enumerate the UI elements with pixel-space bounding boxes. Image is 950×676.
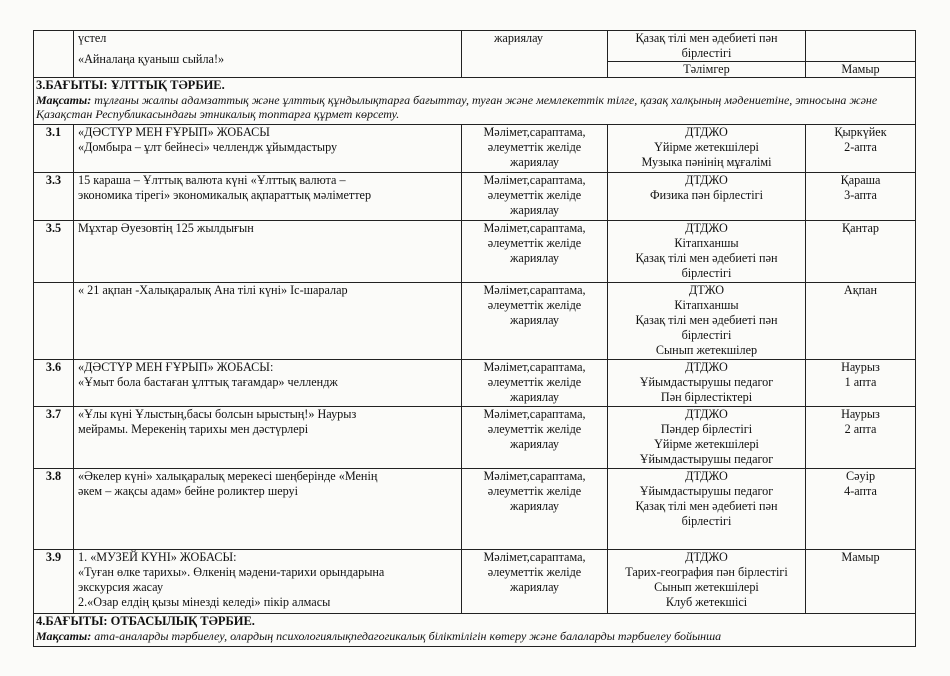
date-line: Наурыз <box>841 407 880 421</box>
table-row <box>34 407 916 469</box>
section-header-row <box>34 614 916 647</box>
form-line: әлеуметтік желіде <box>487 422 582 436</box>
form-line: Мәлімет,сараптама, <box>483 360 586 374</box>
form-line: жариялау <box>509 155 560 169</box>
row-number <box>34 125 74 173</box>
row-number-text: 3.5 <box>45 221 62 235</box>
activity-cell <box>74 31 462 78</box>
table-row <box>34 550 916 614</box>
activity-cell <box>74 469 462 550</box>
goal-text: тұлғаны жалпы адамзаттық және ұлттық құндылықтарға бағыттау, туған және мемлекеттік тілге, қазақ халқының мәдениетіне, этносына және Қазақстан Республикасындағы этникалық топтарға құрмет көрсету. <box>36 93 878 121</box>
row-number <box>34 221 74 283</box>
responsible-line: ДТДЖО <box>685 125 728 139</box>
responsible-line: ДТДЖО <box>685 173 728 187</box>
row-number <box>34 283 74 360</box>
date-line: Қыркүйек <box>834 125 887 139</box>
activity-cell <box>74 407 462 469</box>
form-line: жариялау <box>509 437 560 451</box>
form-line: жариялау <box>509 203 560 217</box>
plan-table <box>33 30 916 647</box>
form-line: әлеуметтік желіде <box>487 484 582 498</box>
responsible-line: Ұйымдастырушы педагог <box>639 452 774 466</box>
row-number-text: 3.9 <box>45 550 62 564</box>
date-cell <box>806 31 916 62</box>
form-line: Мәлімет,сараптама, <box>483 125 586 139</box>
activity-line: «Айналаңа қуаныш сыйла!» <box>78 52 225 66</box>
activity-line: 15 караша – Ұлттық валюта күні «Ұлттық валюта – <box>78 173 346 187</box>
responsible-line: Қазақ тілі мен әдебиеті пән бірлестігі <box>635 31 778 60</box>
date-line: Қантар <box>841 221 880 235</box>
activity-line: «Ұлы күні Ұлыстың,басы болсын ырыстың!» Наурыз <box>78 407 357 421</box>
responsible-cell <box>608 173 806 221</box>
table-row <box>34 360 916 407</box>
responsible-cell <box>608 550 806 614</box>
responsible-cell <box>608 221 806 283</box>
table-row <box>34 221 916 283</box>
date-line: 4-апта <box>844 484 877 498</box>
date-cell <box>806 173 916 221</box>
form-cell <box>462 407 608 469</box>
form-cell <box>462 550 608 614</box>
form-line: жариялау <box>509 499 560 513</box>
activity-line: «Домбыра – ұлт бейнесі» челлендж ұйымдастыру <box>78 140 338 154</box>
row-number-text: 3.8 <box>45 469 62 483</box>
responsible-line: ДТДЖО <box>685 360 728 374</box>
form-line: Мәлімет,сараптама, <box>483 550 586 564</box>
row-number <box>34 31 74 78</box>
form-line: жариялау <box>494 31 544 45</box>
date-cell <box>806 407 916 469</box>
form-line: жариялау <box>509 390 560 404</box>
responsible-line: Физика пән бірлестігі <box>649 188 763 202</box>
responsible-cell <box>608 360 806 407</box>
activity-line: «ДӘСТҮР МЕН ҒҰРЫП» ЖОБАСЫ <box>78 125 270 139</box>
row-number <box>34 469 74 550</box>
responsible-cell <box>608 283 806 360</box>
form-line: әлеуметтік желіде <box>487 298 582 312</box>
goal-text: ата-аналарды тәрбиелеу, олардың психологиялықпедагогикалық біліктілігін көтеру және балаларды тәрбиелеу бойынша <box>91 629 722 643</box>
form-line: Мәлімет,сараптама, <box>483 221 586 235</box>
responsible-line: Қазақ тілі мен әдебиеті пән <box>635 313 778 327</box>
activity-line: «Әкелер күні» халықаралық мерекесі шеңберінде «Менің <box>78 469 378 483</box>
date-line: 2 апта <box>844 422 877 436</box>
form-line: әлеуметтік желіде <box>487 565 582 579</box>
row-number <box>34 407 74 469</box>
row-number-text: 3.7 <box>45 407 62 421</box>
table-row <box>34 125 916 173</box>
row-number <box>34 550 74 614</box>
responsible-line: бірлестігі <box>681 266 732 280</box>
responsible-line: Тарих-география пән бірлестігі <box>625 565 788 579</box>
date-line: Қараша <box>840 173 881 187</box>
section-goal <box>34 93 915 121</box>
activity-line: 1. «МУЗЕЙ КҮНІ» ЖОБАСЫ: <box>78 550 237 564</box>
activity-line: әкем – жақсы адам» бейне роликтер шеруі <box>78 484 299 498</box>
activity-cell <box>74 283 462 360</box>
activity-line: «Ұмыт бола бастаған ұлттық тағамдар» челлендж <box>78 375 338 389</box>
responsible-line: ДТДЖО <box>685 469 728 483</box>
form-cell <box>462 221 608 283</box>
form-line: әлеуметтік желіде <box>487 140 582 154</box>
row-number <box>34 360 74 407</box>
responsible-cell <box>608 62 806 78</box>
activity-line: «Туған өлке тарихы». Өлкенің мәдени-тарихи орындарына <box>78 565 385 579</box>
responsible-line: Пән бірлестіктері <box>660 390 753 404</box>
row-number-text: 3.6 <box>45 360 62 374</box>
responsible-line: Үйірме жетекшілері <box>654 437 759 451</box>
activity-line: «ДӘСТҮР МЕН ҒҰРЫП» ЖОБАСЫ: <box>78 360 274 374</box>
form-line: Мәлімет,сараптама, <box>483 407 586 421</box>
date-cell <box>806 550 916 614</box>
row-number-text: 3.3 <box>45 173 62 187</box>
section-title: 3.БАҒЫТЫ: ҰЛТТЫҚ ТӘРБИЕ. <box>36 78 225 92</box>
date-line: Мамыр <box>841 550 880 564</box>
date-cell <box>806 221 916 283</box>
activity-cell <box>74 360 462 407</box>
responsible-line: Кітапханшы <box>674 298 739 312</box>
form-cell <box>462 31 608 78</box>
form-line: әлеуметтік желіде <box>487 236 582 250</box>
date-line: Мамыр <box>841 62 880 76</box>
form-cell <box>462 283 608 360</box>
table-row <box>34 173 916 221</box>
form-cell <box>462 469 608 550</box>
responsible-line: Пәндер бірлестігі <box>660 422 753 436</box>
responsible-line: ДТДЖО <box>685 221 728 235</box>
responsible-line: Қазақ тілі мен әдебиеті пән <box>635 251 778 265</box>
responsible-line: Сынып жетекшілері <box>654 580 759 594</box>
form-line: жариялау <box>509 251 560 265</box>
form-line: Мәлімет,сараптама, <box>483 283 586 297</box>
activity-cell <box>74 221 462 283</box>
responsible-cell <box>608 31 806 62</box>
activity-line: 2.«Озар елдің қызы мінезді келеді» пікір алмасы <box>78 595 331 609</box>
activity-cell <box>74 173 462 221</box>
responsible-cell <box>608 407 806 469</box>
date-cell <box>806 469 916 550</box>
responsible-cell <box>608 125 806 173</box>
activity-cell <box>74 125 462 173</box>
responsible-line: Тәлімгер <box>683 62 730 76</box>
responsible-line: ДТДЖО <box>685 407 728 421</box>
goal-label: Мақсаты: <box>36 93 92 107</box>
activity-line: үстел <box>78 31 107 45</box>
table-row <box>34 31 916 62</box>
date-cell <box>806 62 916 78</box>
date-line: 1 апта <box>844 375 877 389</box>
form-line: жариялау <box>509 313 560 327</box>
form-line: Мәлімет,сараптама, <box>483 469 586 483</box>
form-cell <box>462 125 608 173</box>
date-cell <box>806 360 916 407</box>
activity-line: мейрамы. Мерекенің тарихы мен дәстүрлері <box>78 422 309 436</box>
section-title: 4.БАҒЫТЫ: ОТБАСЫЛЫҚ ТӘРБИЕ. <box>36 614 255 628</box>
responsible-line: Сынып жетекшілер <box>655 343 758 357</box>
responsible-line: ДТЖО <box>688 283 725 297</box>
responsible-line: Үйірме жетекшілері <box>654 140 759 154</box>
responsible-cell <box>608 469 806 550</box>
date-line: Сәуір <box>845 469 876 483</box>
form-cell <box>462 173 608 221</box>
activity-line: экономика тірегі» экономикалық ақпараттық мәліметтер <box>78 188 372 202</box>
responsible-line: Ұйымдастырушы педагог <box>639 484 774 498</box>
activity-line: « 21 ақпан -Халықаралық Ана тілі күні» Іс-шаралар <box>78 283 348 297</box>
date-line: Ақпан <box>843 283 878 297</box>
date-line: Наурыз <box>841 360 880 374</box>
section-header-row <box>34 78 916 125</box>
responsible-line: бірлестігі <box>681 328 732 342</box>
date-cell <box>806 125 916 173</box>
responsible-line: Клуб жетекшісі <box>665 595 748 609</box>
form-line: Мәлімет,сараптама, <box>483 173 586 187</box>
responsible-line: Музыка пәнінің мұғалімі <box>641 155 772 169</box>
form-line: әлеуметтік желіде <box>487 188 582 202</box>
responsible-line: бірлестігі <box>681 514 732 528</box>
section-goal <box>34 629 915 643</box>
responsible-line: ДТДЖО <box>685 550 728 564</box>
responsible-line: Кітапханшы <box>674 236 739 250</box>
activity-cell <box>74 550 462 614</box>
responsible-line: Қазақ тілі мен әдебиеті пән <box>635 499 778 513</box>
table-row <box>34 469 916 550</box>
date-line: 3-апта <box>844 188 877 202</box>
responsible-line: Ұйымдастырушы педагог <box>639 375 774 389</box>
row-number <box>34 173 74 221</box>
date-cell <box>806 283 916 360</box>
document-sheet <box>33 30 915 647</box>
activity-line: экскурсия жасау <box>78 580 164 594</box>
form-line: жариялау <box>509 580 560 594</box>
form-cell <box>462 360 608 407</box>
form-line: әлеуметтік желіде <box>487 375 582 389</box>
date-line: 2-апта <box>844 140 877 154</box>
activity-line: Мұхтар Әуезовтің 125 жылдығын <box>78 221 254 235</box>
table-row <box>34 283 916 360</box>
goal-label: Мақсаты: <box>36 629 92 643</box>
row-number-text: 3.1 <box>45 125 62 139</box>
